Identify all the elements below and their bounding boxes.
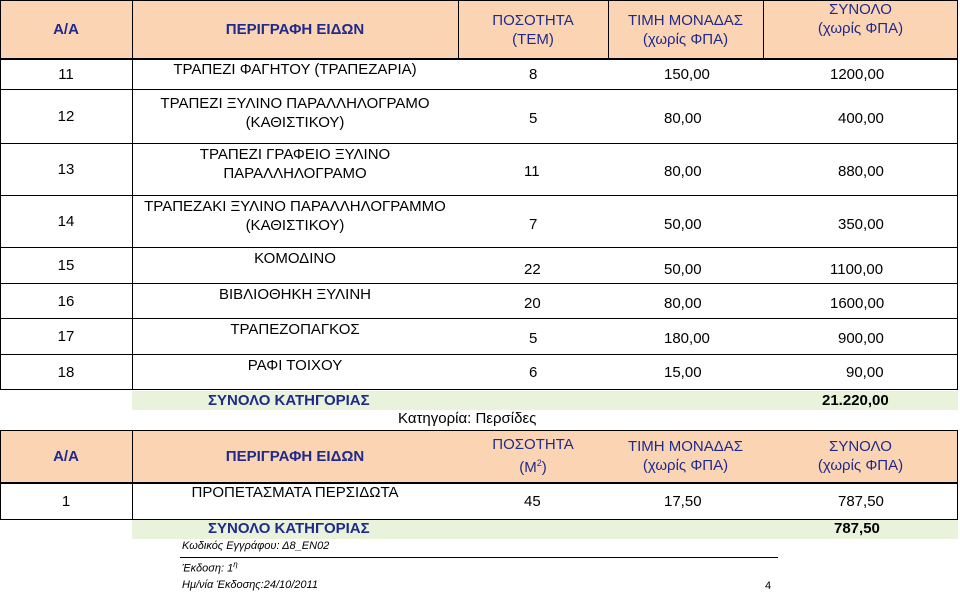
row-qty: 8 <box>529 66 538 83</box>
row-qty: 20 <box>524 295 541 312</box>
grid-line <box>0 389 958 390</box>
page-number: 4 <box>765 580 772 592</box>
row-description: ΒΙΒΛΙΟΘΗΚΗ ΞΥΛΙΝΗ <box>218 285 372 303</box>
row-description: ΤΡΑΠΕΖΙ ΦΑΓΗΤΟΥ (ΤΡΑΠΕΖΑΡΙΑ) <box>173 61 417 78</box>
row-total: 880,00 <box>838 163 884 180</box>
category2-total-label: ΣΥΝΟΛΟ ΚΑΤΗΓΟΡΙΑΣ <box>208 520 370 537</box>
footer-rule <box>180 557 778 558</box>
row-total: 1600,00 <box>830 295 885 312</box>
header2-quantity-unit: (Μ <box>519 459 537 476</box>
row-total: 1200,00 <box>830 66 885 83</box>
footer-doc-code: Κωδικός Εγγράφου: Δ8_ΕΝ02 <box>182 540 330 552</box>
row-aa: 13 <box>57 161 75 178</box>
row-aa: 15 <box>57 257 75 274</box>
row-aa: 12 <box>57 108 75 125</box>
row-description: ΤΡΑΠΕΖΟΠΑΓΚΟΣ <box>230 320 360 338</box>
grid-line <box>132 430 133 520</box>
row2-qty: 45 <box>524 493 541 510</box>
header2-total: ΣΥΝΟΛΟ (χωρίς ΦΠΑ) <box>763 430 958 482</box>
header-aa: Α/Α <box>0 0 132 59</box>
header2-unit-price: ΤΙΜΗ ΜΟΝΑΔΑΣ (χωρίς ΦΠΑ) <box>608 430 763 482</box>
row-aa: 16 <box>57 292 75 310</box>
row-total: 900,00 <box>838 330 884 347</box>
header2-quantity-label: ΠΟΣΟΤΗΤΑ <box>492 436 574 453</box>
row-qty: 6 <box>529 364 538 381</box>
row-description: ΚΟΜΟΔΙΝΟ <box>254 249 336 267</box>
grid-line <box>763 0 764 60</box>
grid-line <box>458 0 459 60</box>
footer-edition-line <box>182 560 238 575</box>
row-price: 80,00 <box>664 163 702 180</box>
footer-edition-sup: η <box>233 560 238 569</box>
row-total: 350,00 <box>838 216 884 233</box>
row-qty: 5 <box>529 110 538 127</box>
row-total: 400,00 <box>838 110 884 127</box>
row-price: 180,00 <box>664 330 710 347</box>
row-aa: 18 <box>57 363 75 381</box>
footer-issue-date: Ημ/νία Έκδοσης:24/10/2011 <box>182 579 318 591</box>
row-aa: 11 <box>58 66 74 83</box>
row2-description: ΠΡΟΠΕΤΑΣΜΑΤΑ ΠΕΡΣΙΔΩΤΑ <box>191 483 399 501</box>
row-description: ΡΑΦΙ ΤΟΙΧΟΥ <box>247 356 343 374</box>
category2-total-value: 787,50 <box>834 520 880 537</box>
row-qty: 22 <box>524 261 541 278</box>
row-price: 80,00 <box>664 295 702 312</box>
header2-aa: Α/Α <box>0 430 132 482</box>
row-qty: 11 <box>524 163 540 180</box>
row-qty: 5 <box>529 330 538 347</box>
row-price: 50,00 <box>664 216 702 233</box>
header-total: ΣΥΝΟΛΟ (χωρίς ΦΠΑ) <box>763 0 958 59</box>
grid-line <box>608 0 609 60</box>
header2-quantity-close: ) <box>541 459 547 476</box>
category-total-value: 21.220,00 <box>822 392 889 409</box>
row-aa: 17 <box>57 328 75 345</box>
header2-quantity-sup: 2 <box>536 458 542 468</box>
row-description: ΤΡΑΠΕΖΙ ΓΡΑΦΕΙΟ ΞΥΛΙΝΟ ΠΑΡΑΛΛΗΛΟΓΡΑΜΟ <box>199 146 391 182</box>
row-aa: 14 <box>57 213 75 230</box>
footer-edition: Έκδοση: 1 <box>182 562 234 575</box>
row-qty: 7 <box>529 216 538 233</box>
row-total: 1100,00 <box>830 261 884 278</box>
row-description: ΤΡΑΠΕΖΙ ΞΥΛΙΝΟ ΠΑΡΑΛΛΗΛΟΓΡΑΜΟ (ΚΑΘΙΣΤΙΚΟΥ) <box>160 94 430 131</box>
category-title: Κατηγορία: Περσίδες <box>398 410 537 427</box>
header-description: ΠΕΡΙΓΡΑΦΗ ΕΙΔΩΝ <box>132 0 458 59</box>
row-price: 150,00 <box>664 66 710 83</box>
row-total: 90,00 <box>846 364 884 381</box>
header2-quantity <box>458 430 608 482</box>
grid-line <box>0 430 958 431</box>
category-total-label: ΣΥΝΟΛΟ ΚΑΤΗΓΟΡΙΑΣ <box>208 392 370 409</box>
header-unit-price: ΤΙΜΗ ΜΟΝΑΔΑΣ (χωρίς ΦΠΑ) <box>608 0 763 59</box>
header2-description: ΠΕΡΙΓΡΑΦΗ ΕΙΔΩΝ <box>132 430 458 482</box>
header-quantity: ΠΟΣΟΤΗΤΑ (ΤΕΜ) <box>458 0 608 59</box>
row2-aa: 1 <box>61 493 71 510</box>
row-price: 80,00 <box>664 110 702 127</box>
header2-quantity-unit-wrap <box>519 454 547 477</box>
grid-line <box>957 430 958 520</box>
row-price: 50,00 <box>664 261 702 278</box>
row2-total: 787,50 <box>838 493 884 510</box>
grid-line <box>0 0 958 1</box>
row2-price: 17,50 <box>664 493 702 510</box>
row-price: 15,00 <box>664 364 702 381</box>
row-description: ΤΡΑΠΕΖΑΚΙ ΞΥΛΙΝΟ ΠΑΡΑΛΛΗΛΟΓΡΑΜΜΟ (ΚΑΘΙΣΤΙΚΟΥ) <box>144 198 446 234</box>
